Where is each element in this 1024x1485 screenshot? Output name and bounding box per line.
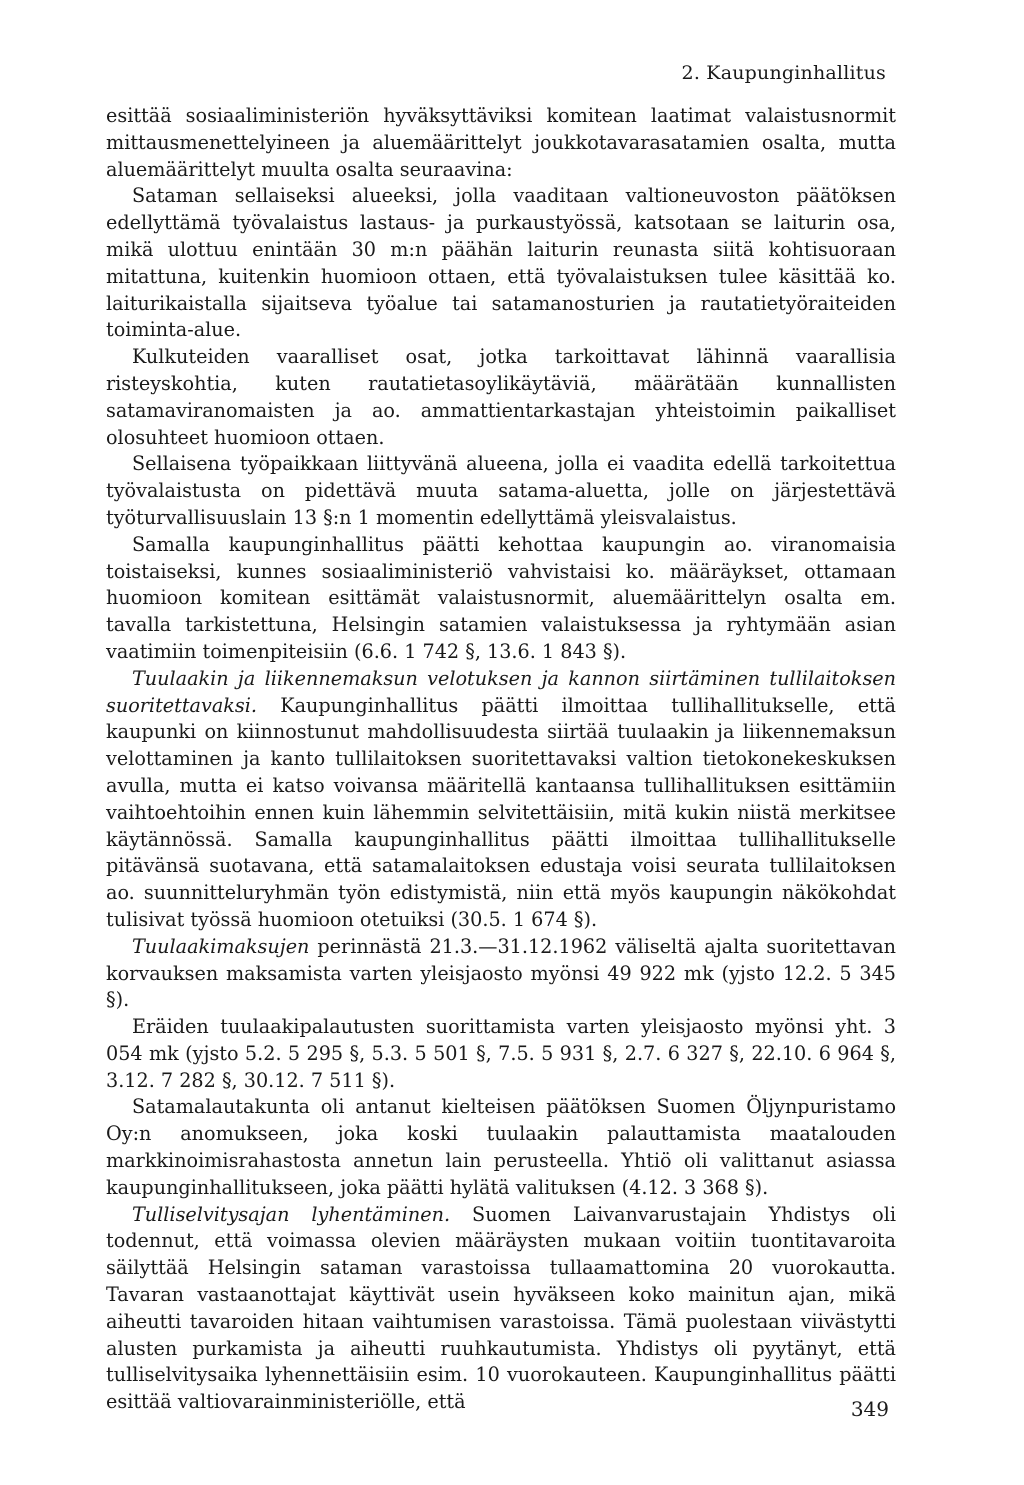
paragraph-4-text: Sellaisena työpaikkaan liittyvänä alueena, jolla ei vaadita edellä tarkoitettua työvalaistusta on pidettävä muuta satama-aluetta, jolle on järjestettävä työturvallisuuslain 13 §:n 1 momentin edellyttämä yleisvalaistus.: [106, 452, 896, 529]
paragraph-6: [106, 666, 896, 934]
paragraph-7: [106, 934, 896, 1014]
running-head: 2. Kaupunginhallitus: [681, 62, 886, 84]
paragraph-4: [106, 451, 896, 531]
paragraph-5: [106, 532, 896, 666]
paragraph-10-text: Suomen Laivanvarustajain Yhdistys oli todennut, että voimassa olevien määräysten mukaan voitiin tuontitavaroita säilyttää Helsingin sataman varastoissa tullaamattomina 20 vuorokautta. Tavaran vastaanottajat käyttivät usein hyväkseen koko mainitun ajan, mikä aiheutti tavaroiden hitaan vaihtumisen varastoissa. Tämä puolestaan viivästytti alusten purkamista ja aiheutti ruuhkautumista. Yhdistys oli pyytänyt, että tulliselvitysaika lyhennettäisiin esim. 10 vuorokauteen. Kaupunginhallitus päätti esittää valtiovarainministeriölle, että: [106, 1202, 896, 1414]
body-text: [106, 103, 896, 1416]
paragraph-6-heading: Tuulaakin ja liikennemaksun velotuksen ja kannon siirtäminen tullilaitoksen suoritettavaksi.: [106, 666, 896, 717]
page-number: 349: [850, 1397, 889, 1421]
paragraph-7-text: perinnästä 21.3.—31.12.1962 väliseltä ajalta suoritettavan korvauksen maksamista varten yleisjaosto myönsi 49 922 mk (yjsto 12.2. 5 345 §).: [106, 934, 896, 1012]
paragraph-9: [106, 1094, 896, 1201]
paragraph-2-text: Sataman sellaiseksi alueeksi, jolla vaaditaan valtioneuvoston päätöksen edellyttämä työvalaistus lastaus- ja purkaustyössä, katsotaan se laiturin osa, mikä ulottuu enintään 30 m:n päähän laiturin reunasta siitä kohtisuoraan mitattuna, kuitenkin huomioon ottaen, että työvalaistuksen tulee käsittää ko. laiturikaistalla sijaitseva työalue tai satamanosturien ja rautatietyöraiteiden toiminta-alue.: [106, 184, 896, 342]
paragraph-3: [106, 344, 896, 451]
paragraph-10-heading: Tulliselvitysajan lyhentäminen.: [132, 1202, 451, 1226]
paragraph-7-heading: Tuulaakimaksujen: [132, 934, 310, 958]
paragraph-2: [106, 183, 896, 344]
paragraph-5-text: Samalla kaupunginhallitus päätti kehottaa kaupungin ao. viranomaisia toistaiseksi, kunnes sosiaaliministeriö vahvistaisi ko. määräykset, ottamaan huomioon komitean esittämät valaistusnormit, aluemäärittelyn osalta em. tavalla tarkistettuna, Helsingin satamien valaistuksessa ja ryhtymään asian vaatimiin toimenpiteisiin (6.6. 1 742 §, 13.6. 1 843 §).: [106, 532, 896, 663]
paragraph-9-text: Satamalautakunta oli antanut kielteisen päätöksen Suomen Öljynpuristamo Oy:n anomukseen, joka koski tuulaakin palauttamista maatalouden markkinoimisrahastosta annetun lain perusteella. Yhtiö oli valittanut asiassa kaupunginhallitukseen, joka päätti hylätä valituksen (4.12. 3 368 §).: [106, 1095, 896, 1199]
paragraph-10: [106, 1202, 896, 1416]
paragraph-1: [106, 103, 896, 183]
paragraph-1-text: esittää sosiaaliministeriön hyväksyttäviksi komitean laatimat valaistusnormit mittausmenettelyineen ja aluemäärittelyt joukkotavarasatamien osalta, mutta aluemäärittelyt muulta osalta seuraavina:: [106, 104, 896, 181]
paragraph-6-text: Kaupunginhallitus päätti ilmoittaa tullihallitukselle, että kaupunki on kiinnostunut mahdollisuudesta siirtää tuulaakin ja liikennemaksun velottaminen ja kanto tullilaitoksen suoritettavaksi valtion tietokonekeskuksen avulla, mutta ei katso voivansa määritellä kantaansa tullihallituksen esittämiin vaihtoehtoihin ennen kuin lähemmin selvitettäisiin, mitä kukin niistä merkitsee käytännössä. Samalla kaupunginhallitus päätti ilmoittaa tullihallitukselle pitävänsä suotavana, että satamalaitoksen edustaja voisi seurata tullilaitoksen ao. suunnitteluryhmän työn edistymistä, niin että myös kaupungin näkökohdat tulisivat työssä huomioon otetuiksi (30.5. 1 674 §).: [106, 693, 896, 931]
paragraph-3-text: Kulkuteiden vaaralliset osat, jotka tarkoittavat lähinnä vaarallisia risteyskohtia, kuten rautatietasoylikäytäviä, määrätään kunnallisten satamaviranomaisten ja ao. ammattientarkastajan yhteistoimin paikalliset olosuhteet huomioon ottaen.: [106, 345, 896, 449]
paragraph-8-text: Eräiden tuulaakipalautusten suorittamista varten yleisjaosto myönsi yht. 3 054 mk (yjsto 5.2. 5 295 §, 5.3. 5 501 §, 7.5. 5 931 §, 2.7. 6 327 §, 22.10. 6 964 §, 3.12. 7 282 §, 30.12. 7 511 §).: [106, 1015, 896, 1092]
paragraph-8: [106, 1014, 896, 1094]
